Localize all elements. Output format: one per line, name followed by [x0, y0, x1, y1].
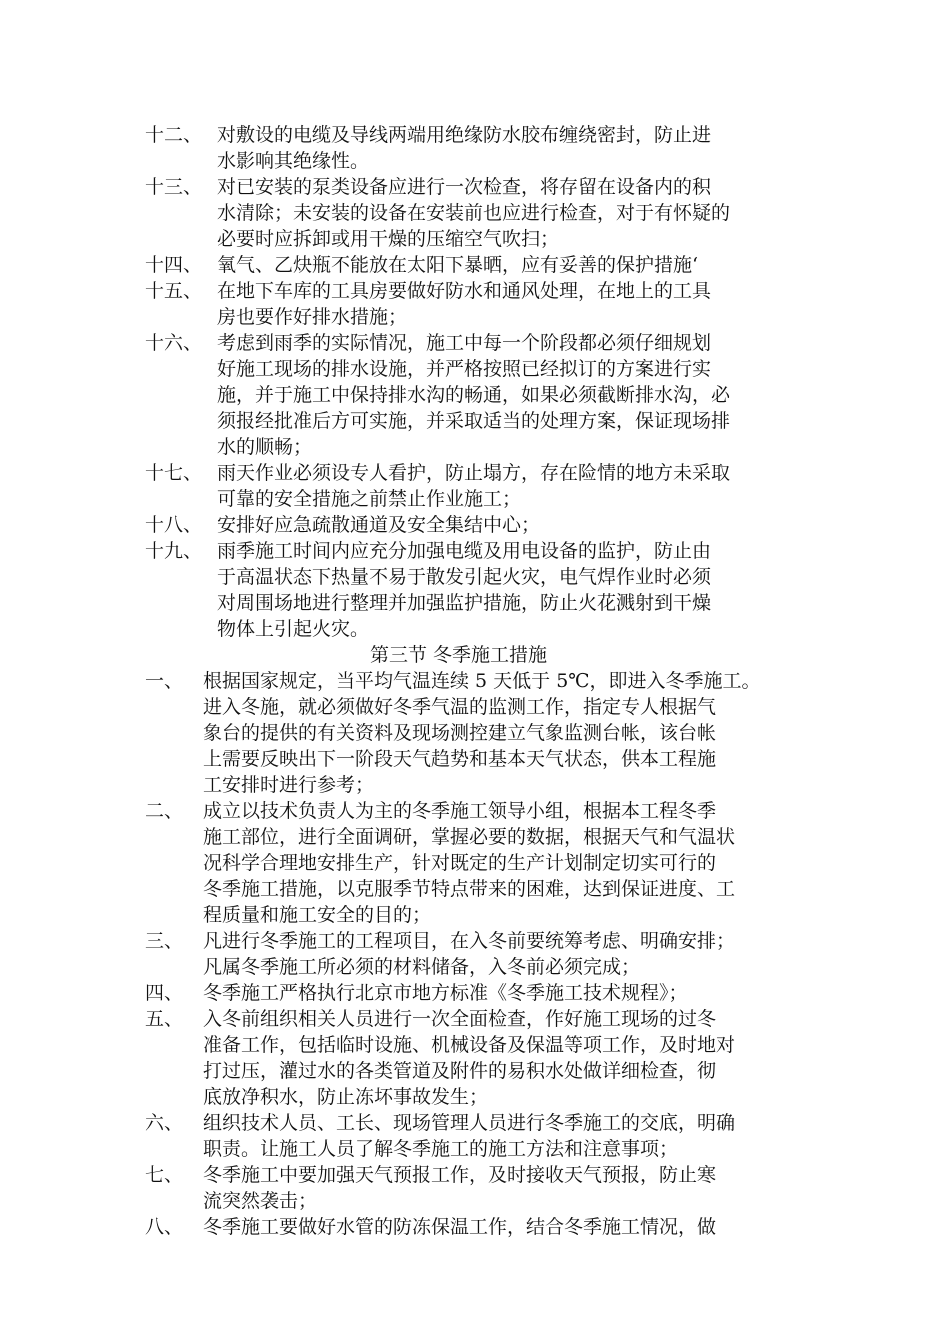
item-number: 八、	[145, 1216, 184, 1238]
list-item	[145, 1110, 810, 1162]
item-text: 雨天作业必须设专人看护，防止塌方，存在险情的地方未采取 可靠的安全措施之前禁止作业施工；	[217, 462, 731, 510]
section-heading: 第三节 冬季施工措施	[370, 644, 548, 666]
list-item	[145, 330, 810, 460]
item-number: 七、	[145, 1164, 184, 1186]
item-text: 对敷设的电缆及导线两端用绝缘防水胶布缠绕密封，防止进 水影响其绝缘性。	[217, 124, 712, 172]
item-number: 十八、	[145, 514, 203, 536]
item-text: 雨季施工时间内应充分加强电缆及用电设备的监护，防止由 于高温状态下热量不易于散发引起火灾，电气焊作业时必须 对周围场地进行整理并加强监护措施，防止火花溅射到干燥 物体上引起火灾。	[217, 540, 712, 640]
item-text: 冬季施工要做好水管的防冻保温工作，结合冬季施工情况，做	[203, 1216, 717, 1238]
item-number: 十五、	[145, 280, 203, 302]
list-item	[145, 1214, 810, 1240]
item-number: 五、	[145, 1008, 184, 1030]
list-item	[145, 512, 810, 538]
item-text: 凡进行冬季施工的工程项目，在入冬前要统筹考虑、明确安排； 凡属冬季施工所必须的材料储备，入冬前必须完成；	[203, 930, 736, 978]
item-text: 在地下车库的工具房要做好防水和通风处理，在地上的工具 房也要作好排水措施；	[217, 280, 712, 328]
list-item	[145, 1162, 810, 1214]
item-text: 对已安装的泵类设备应进行一次检查，将存留在设备内的积 水清除；未安装的设备在安装前也应进行检查，对于有怀疑的 必要时应拆卸或用干燥的压缩空气吹扫；	[217, 176, 731, 250]
list-item	[145, 278, 810, 330]
item-number: 六、	[145, 1112, 184, 1134]
item-number: 二、	[145, 800, 184, 822]
item-number: 十七、	[145, 462, 203, 484]
list-item	[145, 928, 810, 980]
list-item	[145, 252, 810, 278]
page-content	[145, 122, 810, 1240]
list-item	[145, 122, 810, 174]
item-number: 十四、	[145, 254, 203, 276]
list-item	[145, 538, 810, 642]
list-item	[145, 460, 810, 512]
item-text: 考虑到雨季的实际情况，施工中每一个阶段都必须仔细规划 好施工现场的排水设施，并严格按照已经拟订的方案进行实 施，并于施工中保持排水沟的畅通，如果必须截断排水沟，必 须报经批准后方可实施，并采取适当的处理方案，保证现场排 水的顺畅；	[217, 332, 731, 458]
item-text: 冬季施工中要加强天气预报工作，及时接收天气预报，防止寒 流突然袭击；	[203, 1164, 717, 1212]
item-text: 成立以技术负责人为主的冬季施工领导小组，根据本工程冬季 施工部位，进行全面调研，掌握必要的数据，根据天气和气温状 况科学合理地安排生产，针对既定的生产计划制定切实可行的 冬季施工措施，以克服季节特点带来的困难，达到保证进度、工 程质量和施工安全的目的；	[203, 800, 736, 926]
item-number: 十二、	[145, 124, 203, 146]
item-number: 三、	[145, 930, 184, 952]
item-text: 冬季施工严格执行北京市地方标准《冬季施工技术规程》；	[203, 982, 688, 1004]
winter-measures-list	[145, 668, 810, 1240]
list-item	[145, 668, 810, 798]
item-text: 安排好应急疏散通道及安全集结中心；	[217, 514, 541, 536]
item-text: 组织技术人员、工长、现场管理人员进行冬季施工的交底，明确 职责。让施工人员了解冬季施工的施工方法和注意事项；	[203, 1112, 736, 1160]
item-number: 一、	[145, 670, 184, 692]
item-number: 十三、	[145, 176, 203, 198]
item-number: 十九、	[145, 540, 203, 562]
item-text: 根据国家规定，当平均气温连续 5 天低于 5℃，即进入冬季施工。 进入冬施，就必须做好冬季气温的监测工作，指定专人根据气 象台的提供的有关资料及现场测控建立气象监测台帐，该台帐 上需要反映出下一阶段天气趋势和基本天气状态，供本工程施 工安排时进行参考；	[203, 670, 761, 796]
rainy-season-list	[145, 122, 810, 642]
item-number: 四、	[145, 982, 184, 1004]
list-item	[145, 980, 810, 1006]
list-item	[145, 174, 810, 252]
item-text: 入冬前组织相关人员进行一次全面检查，作好施工现场的过冬 准备工作，包括临时设施、机械设备及保温等项工作，及时地对 打过压，灌过水的各类管道及附件的易积水处做详细检查，彻 底放净积水，防止冻坏事故发生；	[203, 1008, 736, 1108]
item-text: 氧气、乙炔瓶不能放在太阳下暴晒，应有妥善的保护措施‘	[217, 254, 699, 276]
list-item	[145, 1006, 810, 1110]
list-item	[145, 798, 810, 928]
item-number: 十六、	[145, 332, 203, 354]
